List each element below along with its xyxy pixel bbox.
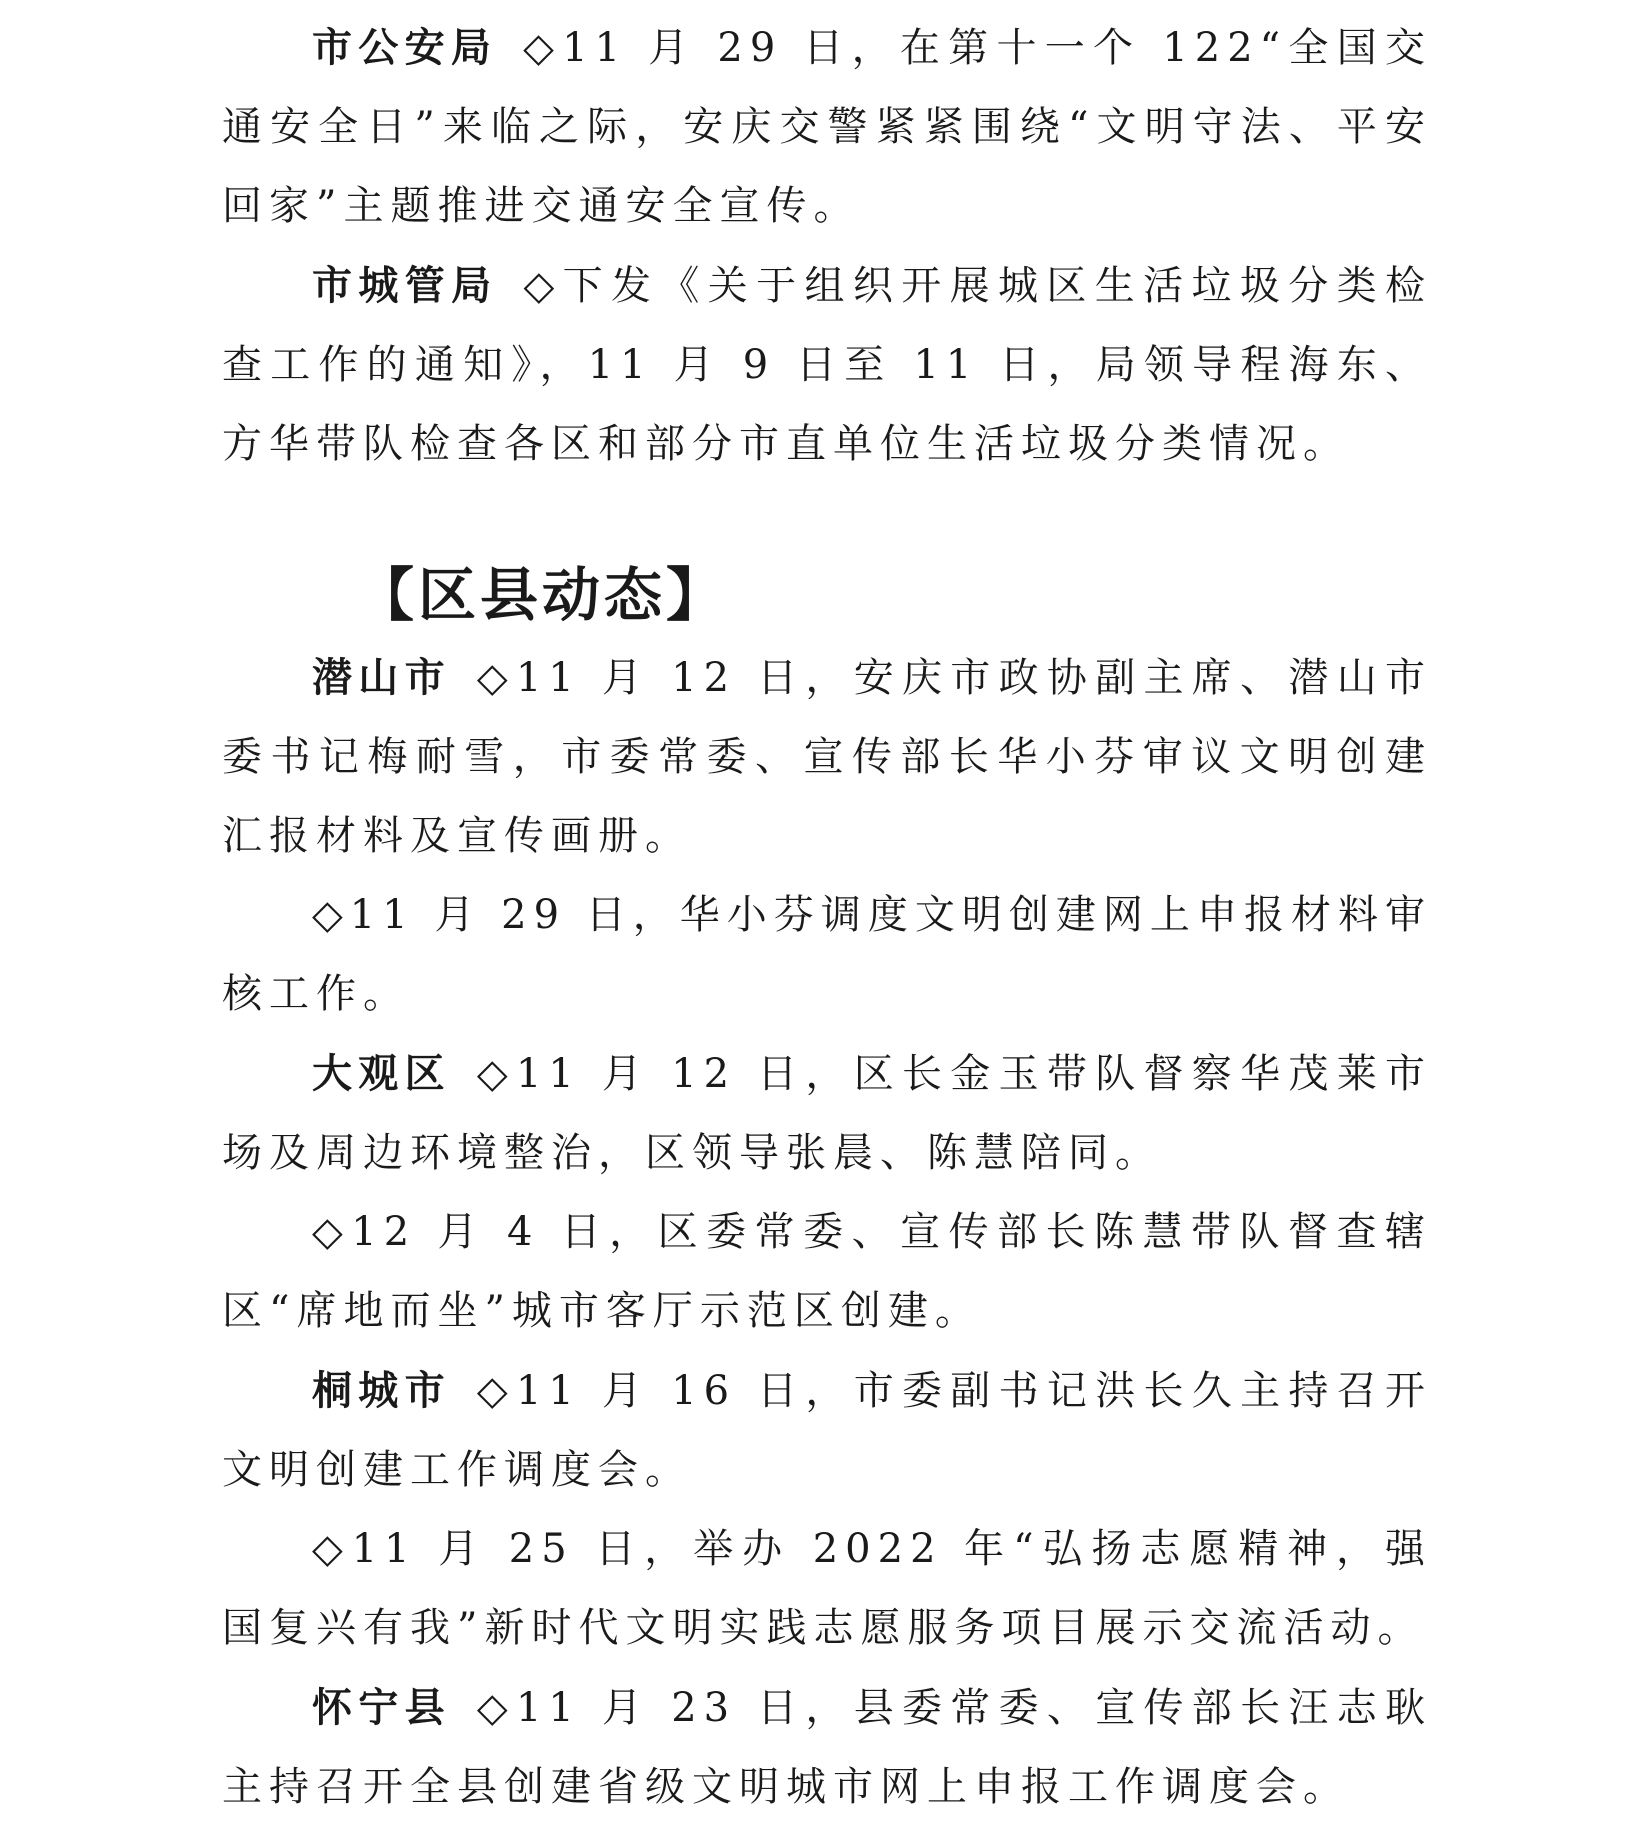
news-paragraph-qianshan-2 [222,876,1432,1034]
org-name: 潜山市 [312,654,451,701]
news-paragraph-tongcheng [222,1351,1432,1510]
heading-spacer [222,630,1432,638]
section-spacer [222,484,1432,560]
news-paragraph-daguan [222,1034,1432,1193]
document-page [222,8,1432,1827]
org-name: 怀宁县 [312,1684,451,1731]
news-paragraph-daguan-2 [222,1193,1432,1351]
paragraph-text: ◇11 月 23 日，县委常委、宣传部长汪志耿主持召开全县创建省级文明城市网上申报工作调度会。 [222,1685,1433,1810]
paragraph-text: ◇11 月 29 日，华小芬调度文明创建网上申报材料审核工作。 [222,892,1432,1017]
org-name: 市城管局 [312,262,498,309]
news-paragraph-public-security [222,8,1432,246]
org-name: 大观区 [312,1050,451,1097]
news-paragraph-qianshan [222,638,1432,876]
paragraph-text: ◇下发《关于组织开展城区生活垃圾分类检查工作的通知》，11 月 9 日至 11 日，局领导程海东、方华带队检查各区和部分市直单位生活垃圾分类情况。 [222,263,1432,467]
news-paragraph-huaining [222,1668,1432,1827]
paragraph-text: ◇12 月 4 日，区委常委、宣传部长陈慧带队督查辖区“席地而坐”城市客厅示范区创建。 [222,1209,1432,1334]
org-name: 桐城市 [312,1367,451,1414]
org-name: 市公安局 [312,24,498,71]
paragraph-text: ◇11 月 12 日，安庆市政协副主席、潜山市委书记梅耐雪，市委常委、宣传部长华小芬审议文明创建汇报材料及宣传画册。 [222,655,1433,859]
news-paragraph-urban-management [222,246,1432,484]
paragraph-text: ◇11 月 29 日，在第十一个 122“全国交通安全日”来临之际，安庆交警紧紧围绕“文明守法、平安回家”主题推进交通安全宣传。 [222,25,1432,229]
paragraph-text: ◇11 月 16 日，市委副书记洪长久主持召开文明创建工作调度会。 [222,1368,1433,1493]
paragraph-text: ◇11 月 25 日，举办 2022 年“弘扬志愿精神，强国复兴有我”新时代文明实践志愿服务项目展示交流活动。 [222,1526,1432,1651]
paragraph-text: ◇11 月 12 日，区长金玉带队督察华茂莱市场及周边环境整治，区领导张晨、陈慧陪同。 [222,1051,1433,1176]
section-heading-district-news: 【区县动态】 [356,561,729,629]
news-paragraph-tongcheng-2 [222,1510,1432,1668]
